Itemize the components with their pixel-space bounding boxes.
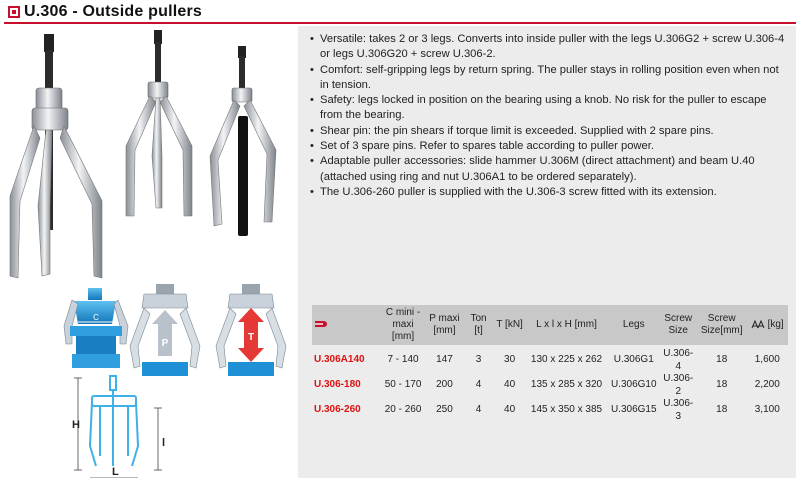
dims-cell: 135 x 285 x 320 [530,379,603,391]
weight-icon [751,320,765,329]
spec-table [312,305,788,423]
reference-header [312,305,380,345]
ton-cell: 4 [475,379,482,391]
illustrations-panel [4,26,296,478]
c-cell: 50 - 170 [384,379,422,391]
screw-mm-cell: 18 [716,354,728,366]
table-row [312,398,788,423]
medium-puller-photo [126,30,192,216]
p-header: P maxi [mm] [429,313,460,336]
p-cell: 250 [436,404,453,416]
puller-illustrations [4,26,296,478]
feature-item-shear-pin: • Shear pin: the pin shears if torque limit is exceeded. Supplied with 2 spare pins. [310,124,790,139]
reference-cell: U.306-180 [314,379,361,391]
p-cell: 200 [436,379,453,391]
ton-header: Ton [t] [470,313,487,336]
t-cell: 30 [504,354,516,366]
label-t: T [247,332,255,343]
feature-item-accessories: • Adaptable puller accessories: slide hammer U.306M (direct attachment) and beam U.40 (attached using ring and nut U.306A1 to be ordered separately). [310,154,790,185]
screw-mm-cell: 18 [716,379,728,391]
reference-cell: U.306A140 [314,354,365,366]
weight-header [747,305,788,345]
feature-list [310,32,790,200]
p-cell: 147 [436,354,453,366]
dims-cell: 130 x 225 x 262 [530,354,603,366]
large-puller-photo [10,34,102,278]
weight-header-label: [kg] [767,319,784,330]
screw-cell: U.306-3 [663,398,694,422]
diagram-p [130,284,200,376]
square-bullet-icon [8,6,20,18]
details-panel [298,26,796,478]
label-l-big: L [112,466,119,478]
table-header-row [312,305,788,345]
c-header: C mini - maxi [mm] [385,307,421,342]
table-row [312,345,788,373]
small-puller-photo [210,46,276,236]
weight-cell: 3,100 [754,404,780,416]
t-header: T [kN] [496,319,523,330]
dimension-drawing [90,376,138,466]
title-bar [4,2,796,24]
feature-item-safety: • Safety: legs locked in position on the bearing using a knob. No risk for the puller to escape from the bearing. [310,93,790,124]
ton-cell: 4 [475,404,482,416]
t-cell: 40 [504,404,516,416]
table-row [312,373,788,398]
ton-cell: 3 [475,354,482,366]
dims-cell: 145 x 350 x 385 [530,404,603,416]
reference-icon [314,319,328,329]
legs-header: Legs [622,319,645,330]
screw-cell: U.306-4 [663,348,694,372]
legs-cell: U.306G15 [610,404,657,416]
page-title: U.306 - Outside pullers [24,3,202,20]
screw-header: Screw Size [664,313,693,336]
label-p: P [161,338,169,349]
dims-header: L x l x H [mm] [536,319,597,330]
c-cell: 20 - 260 [384,404,422,416]
diagram-t [216,284,286,376]
legs-cell: U.306G10 [610,379,657,391]
screw-mm-header: Screw Size[mm] [700,313,743,336]
label-l-small: l [162,437,166,449]
c-cell: 7 - 140 [387,354,419,366]
label-h: H [72,419,80,431]
feature-item-spare-pins: • Set of 3 spare pins. Refer to spares table according to puller power. [310,139,790,154]
screw-cell: U.306-2 [663,373,694,397]
dimension-lines [74,378,162,478]
feature-item-comfort: • Comfort: self-gripping legs by return spring. The puller stays in rolling position even when not in tension. [310,63,790,94]
feature-item-u306-260: • The U.306-260 puller is supplied with the U.306-3 screw fitted with its extension. [310,185,790,200]
weight-cell: 1,600 [754,354,780,366]
weight-cell: 2,200 [754,379,780,391]
t-cell: 40 [504,379,516,391]
feature-item-versatile: • Versatile: takes 2 or 3 legs. Converts into inside puller with the legs U.306G2 + screw U.306-4 or legs U.306G20 + screw U.306-2. [310,32,790,63]
reference-cell: U.306-260 [314,404,361,416]
legs-cell: U.306G1 [613,354,654,366]
label-c: C [93,313,99,322]
screw-mm-cell: 18 [716,404,728,416]
diagram-c [64,288,128,368]
